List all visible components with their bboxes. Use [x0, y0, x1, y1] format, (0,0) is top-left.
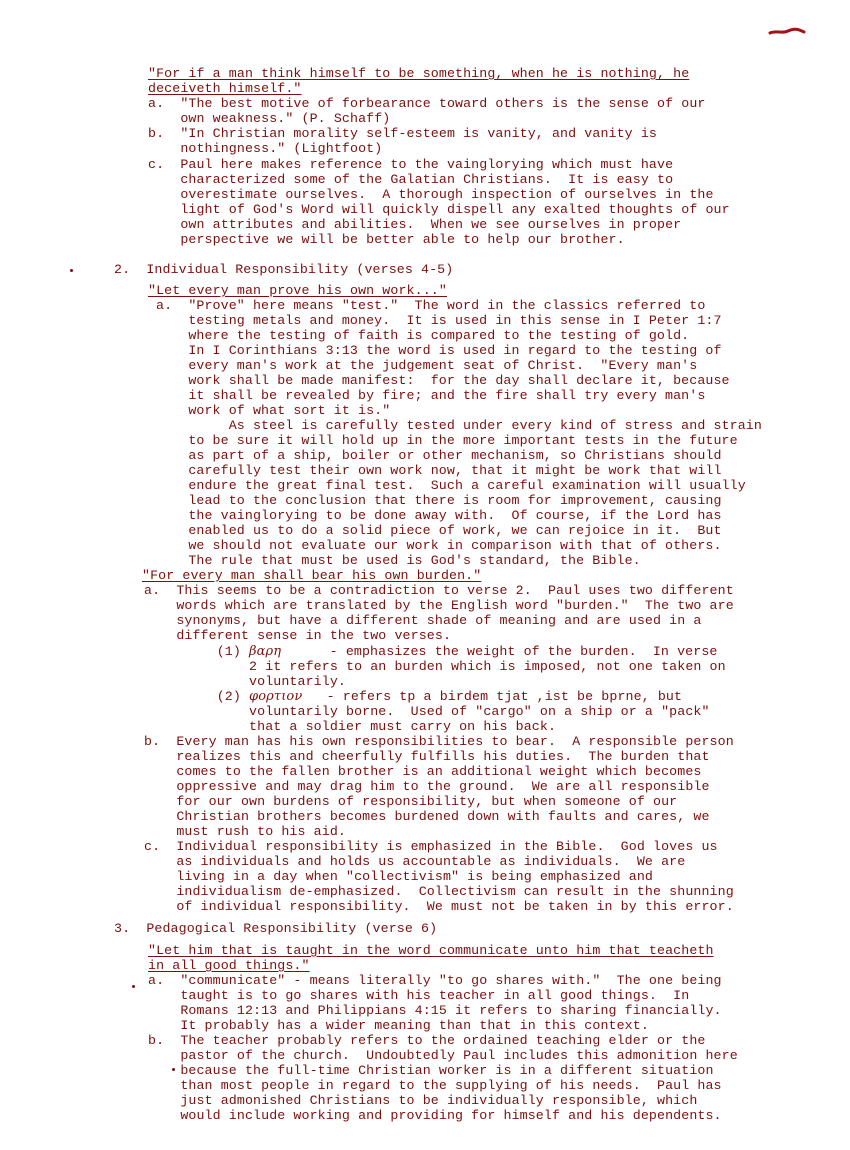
text-line — [114, 921, 437, 936]
text-line — [148, 1048, 738, 1063]
line-text: "For every man shall bear his own burden." — [142, 568, 482, 583]
text-line — [148, 283, 447, 298]
line-text: of individual responsibility. We must not be taken in by this error. — [144, 899, 734, 914]
line-text: testing metals and money. It is used in this sense in I Peter 1:7 — [156, 313, 722, 328]
text-line — [156, 538, 722, 553]
line-text: comes to the fallen brother is an additional weight which becomes — [144, 764, 702, 779]
text-line — [144, 779, 710, 794]
text-line — [144, 598, 734, 613]
text-line — [156, 523, 722, 538]
line-text: 2 it refers to an burden which is imposed, not one taken on — [144, 659, 726, 674]
text-line — [144, 869, 653, 884]
text-line — [156, 388, 705, 403]
text-line — [148, 172, 673, 187]
text-line — [148, 1063, 714, 1078]
line-text: work of what sort it is." — [156, 403, 391, 418]
ink-smudge-icon — [768, 24, 808, 38]
text-line — [144, 824, 346, 839]
text-line — [148, 126, 657, 141]
line-text: carefully test their own work now, that it might be work that will — [156, 463, 722, 478]
text-line — [148, 141, 382, 156]
line-text: where the testing of faith is compared to the testing of gold. — [156, 328, 690, 343]
line-text: a. This seems to be a contradiction to verse 2. Paul uses two different — [144, 583, 734, 598]
line-text: b. The teacher probably refers to the ordained teaching elder or the — [148, 1033, 706, 1048]
line-text: individualism de-emphasized. Collectivism can result in the shunning — [144, 884, 734, 899]
text-line — [156, 418, 762, 433]
line-text: synonyms, but have a different shade of meaning and are used in a — [144, 613, 702, 628]
line-text: as individuals and holds us accountable as individuals. We are — [144, 854, 686, 869]
text-line — [156, 463, 722, 478]
text-line — [156, 448, 722, 463]
line-text: a. "Prove" here means "test." The word in the classics referred to — [156, 298, 706, 313]
text-line — [144, 899, 734, 914]
text-line — [148, 1003, 722, 1018]
speck — [70, 269, 73, 272]
line-text: The rule that must be used is God's standard, the Bible. — [156, 553, 641, 568]
text-line — [148, 232, 625, 247]
line-text: a. "The best motive of forbearance toward others is the sense of our — [148, 96, 706, 111]
text-line — [144, 659, 726, 674]
text-line — [156, 298, 705, 313]
text-line — [144, 839, 718, 854]
text-line — [144, 884, 734, 899]
text-line — [144, 644, 717, 659]
text-line — [156, 328, 689, 343]
line-text: endure the great final test. Such a careful examination will usually — [156, 478, 746, 493]
text-line — [156, 508, 722, 523]
line-text: 2. Individual Responsibility (verses 4-5) — [114, 262, 454, 277]
text-line — [148, 1018, 649, 1033]
line-text-rest: - refers tp a birdem tjat ,ist be bprne, but — [302, 689, 683, 704]
line-text: we should not evaluate our work in comparison with that of others. — [156, 538, 722, 553]
line-text: characterized some of the Galatian Christians. It is easy to — [148, 172, 674, 187]
line-text: it shall be revealed by fire; and the fire shall try every man's — [156, 388, 706, 403]
line-text: as part of a ship, boiler or other mechanism, so Christians should — [156, 448, 722, 463]
greek-word: βαρη — [249, 644, 282, 659]
text-line — [156, 553, 641, 568]
line-text: (1) — [144, 644, 250, 659]
text-line — [144, 749, 710, 764]
text-line — [156, 358, 697, 373]
line-text: voluntarily. — [144, 674, 346, 689]
text-line — [144, 704, 710, 719]
text-line — [144, 854, 685, 869]
greek-word: φορτιον — [249, 689, 303, 704]
line-text: every man's work at the judgement seat of Christ. "Every man's — [156, 358, 698, 373]
line-text: own weakness." (P. Schaff) — [148, 111, 391, 126]
line-text: living in a day when "collectivism" is being emphasized and — [144, 869, 654, 884]
line-text: would include working and providing for himself and his dependents. — [148, 1108, 722, 1123]
text-line — [156, 403, 390, 418]
line-text-rest: - emphasizes the weight of the burden. In verse — [281, 644, 718, 659]
line-text: Christian brothers becomes burdened down with faults and cares, we — [144, 809, 710, 824]
line-text: because the full-time Christian worker is in a different situation — [148, 1063, 714, 1078]
line-text: own attributes and abilities. When we see ourselves in proper — [148, 217, 682, 232]
text-line — [144, 794, 677, 809]
line-text: light of God's Word will quickly dispell any exalted thoughts of our — [148, 202, 730, 217]
line-text: pastor of the church. Undoubtedly Paul includes this admonition here — [148, 1048, 738, 1063]
line-text: just admonished Christians to be individually responsible, which — [148, 1093, 698, 1108]
text-line — [148, 111, 390, 126]
text-line — [148, 958, 310, 973]
line-text: work shall be made manifest: for the day shall declare it, because — [156, 373, 730, 388]
line-text: nothingness." (Lightfoot) — [148, 141, 383, 156]
text-line — [148, 217, 681, 232]
line-text: realizes this and cheerfully fulfills his duties. The burden that — [144, 749, 710, 764]
line-text: that a soldier must carry on his back. — [144, 719, 557, 734]
text-line — [144, 674, 346, 689]
text-line — [144, 689, 682, 704]
text-line — [148, 988, 689, 1003]
text-line — [148, 973, 722, 988]
line-text: enabled us to do a solid piece of work, we can rejoice in it. But — [156, 523, 722, 538]
text-line — [144, 734, 734, 749]
line-text: voluntarily borne. Used of "cargo" on a ship or a "pack" — [144, 704, 710, 719]
text-line — [148, 1078, 722, 1093]
line-text: deceiveth himself." — [148, 81, 302, 96]
line-text: in all good things." — [148, 958, 310, 973]
text-line — [148, 66, 689, 81]
line-text: than most people in regard to the supplying of his needs. Paul has — [148, 1078, 722, 1093]
line-text: perspective we will be better able to help our brother. — [148, 232, 625, 247]
text-line — [144, 613, 701, 628]
text-line — [144, 719, 556, 734]
line-text: b. "In Christian morality self-esteem is vanity, and vanity is — [148, 126, 658, 141]
line-text: Romans 12:13 and Philippians 4:15 it refers to sharing financially. — [148, 1003, 722, 1018]
line-text: overestimate ourselves. A thorough inspection of ourselves in the — [148, 187, 714, 202]
text-line — [148, 96, 705, 111]
line-text: In I Corinthians 3:13 the word is used in regard to the testing of — [156, 343, 722, 358]
text-line — [156, 373, 730, 388]
line-text: for our own burdens of responsibility, but when someone of our — [144, 794, 678, 809]
line-text: (2) — [144, 689, 250, 704]
line-text: c. Paul here makes reference to the vainglorying which must have — [148, 157, 674, 172]
line-text: oppressive and may drag him to the ground. We are all responsible — [144, 779, 710, 794]
line-text: 3. Pedagogical Responsibility (verse 6) — [114, 921, 438, 936]
line-text: "Let him that is taught in the word communicate unto him that teacheth — [148, 943, 714, 958]
text-line — [148, 1093, 697, 1108]
text-line — [148, 1033, 705, 1048]
line-text: b. Every man has his own responsibilities to bear. A responsible person — [144, 734, 734, 749]
text-line — [144, 764, 701, 779]
text-line — [148, 1108, 722, 1123]
line-text: taught is to go shares with his teacher in all good things. In — [148, 988, 690, 1003]
line-text: c. Individual responsibility is emphasized in the Bible. God loves us — [144, 839, 718, 854]
text-line — [148, 81, 302, 96]
text-line — [148, 187, 714, 202]
text-line — [142, 568, 481, 583]
text-line — [156, 493, 722, 508]
text-line — [144, 583, 734, 598]
speck — [132, 985, 135, 988]
line-text: the vainglorying to be done away with. Of course, if the Lord has — [156, 508, 722, 523]
line-text: to be sure it will hold up in the more important tests in the future — [156, 433, 738, 448]
line-text: must rush to his aid. — [144, 824, 346, 839]
line-text: "For if a man think himself to be something, when he is nothing, he — [148, 66, 690, 81]
text-line — [156, 433, 738, 448]
line-text: It probably has a wider meaning than that in this context. — [148, 1018, 649, 1033]
text-line — [156, 343, 722, 358]
line-text: different sense in the two verses. — [144, 628, 452, 643]
text-line — [148, 202, 730, 217]
line-text: "Let every man prove his own work..." — [148, 283, 447, 298]
line-text: lead to the conclusion that there is room for improvement, causing — [156, 493, 722, 508]
text-line — [148, 943, 714, 958]
text-line — [156, 478, 746, 493]
text-line — [114, 262, 453, 277]
line-text: words which are translated by the English word "burden." The two are — [144, 598, 734, 613]
line-text: As steel is carefully tested under every kind of stress and strain — [156, 418, 762, 433]
text-line — [156, 313, 722, 328]
text-line — [144, 809, 710, 824]
line-text: a. "communicate" - means literally "to go shares with." The one being — [148, 973, 722, 988]
text-line — [144, 628, 451, 643]
text-line — [148, 157, 673, 172]
